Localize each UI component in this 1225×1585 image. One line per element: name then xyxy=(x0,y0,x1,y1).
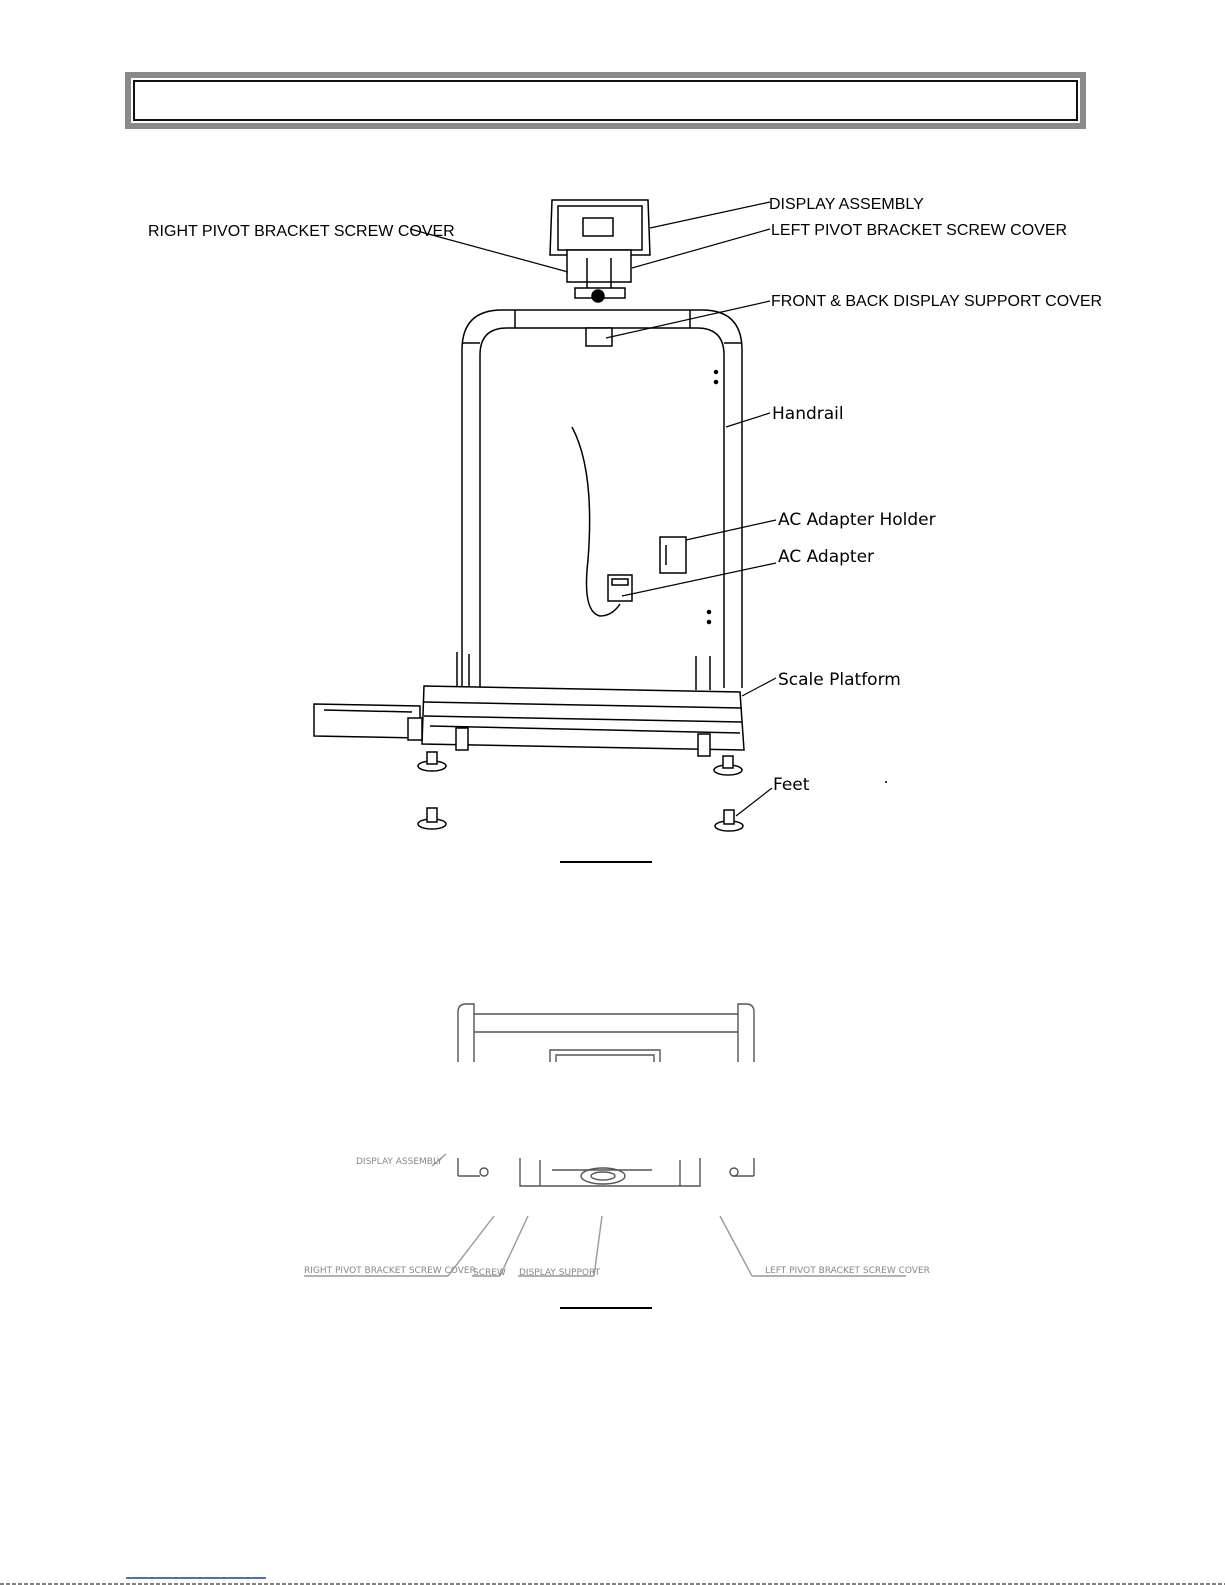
label-support-cover: FRONT & BACK DISPLAY SUPPORT COVER xyxy=(771,293,1103,310)
figure-1-drawing xyxy=(314,200,776,831)
label-scale-platform: Scale Platform xyxy=(778,670,901,690)
handrail-drawing xyxy=(462,310,742,688)
label-display-assembly: DISPLAY ASSEMBLY xyxy=(769,196,924,213)
feet-drawing xyxy=(418,752,743,831)
label-left-pivot-cover: LEFT PIVOT BRACKET SCREW COVER xyxy=(771,222,1068,239)
scale-platform-drawing xyxy=(314,686,744,756)
ac-adapter-holder-drawing xyxy=(660,537,686,573)
label-handrail: Handrail xyxy=(772,404,844,424)
bolts-drawing xyxy=(457,652,710,690)
display-assembly-drawing xyxy=(550,200,650,302)
stray-dot xyxy=(885,781,887,783)
label-fig2-display-assembly: DISPLAY ASSEMBLY xyxy=(356,1157,443,1167)
label-fig2-left-pivot-cover: LEFT PIVOT BRACKET SCREW COVER xyxy=(765,1266,930,1276)
display-bottom-drawing xyxy=(458,1158,754,1186)
label-fig2-right-pivot-cover: RIGHT PIVOT BRACKET SCREW COVER xyxy=(304,1266,476,1276)
label-ac-adapter-holder: AC Adapter Holder xyxy=(778,510,936,530)
label-right-pivot-cover: RIGHT PIVOT BRACKET SCREW COVER xyxy=(148,223,455,240)
label-fig2-screw: SCREW xyxy=(473,1268,506,1278)
label-fig2-display-support: DISPLAY SUPPORT xyxy=(519,1268,601,1278)
display-top-drawing xyxy=(458,1004,754,1062)
ac-adapter-drawing xyxy=(608,575,632,601)
label-feet: Feet xyxy=(773,775,810,795)
figure-2-drawing xyxy=(304,1004,906,1276)
label-ac-adapter: AC Adapter xyxy=(778,547,875,567)
